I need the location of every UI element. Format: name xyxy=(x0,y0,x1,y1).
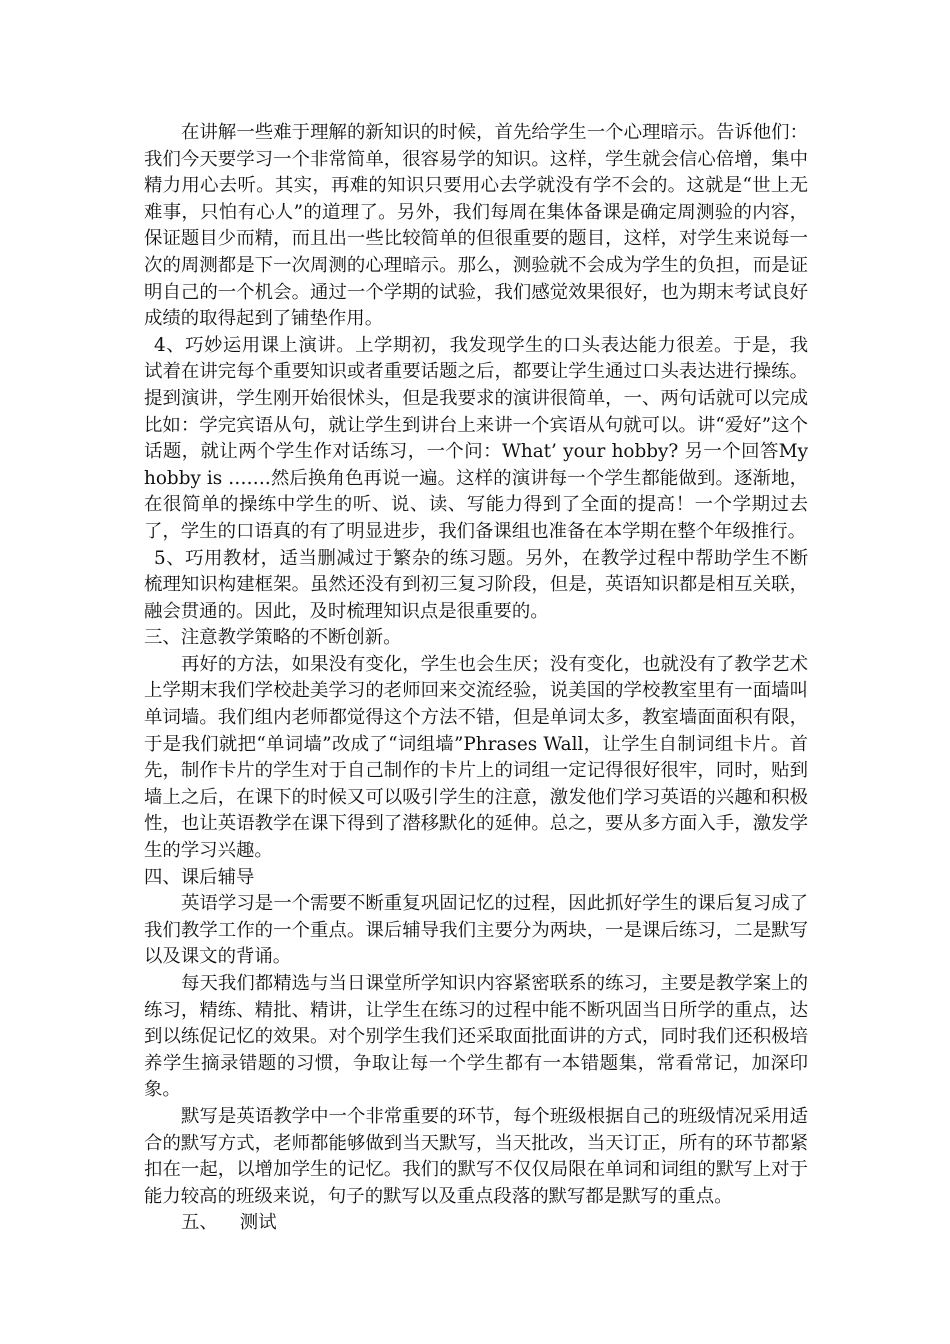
paragraph-item-5-textbook: 5、巧用教材，适当删减过于繁杂的练习题。另外，在教学过程中帮助学生不断梳理知识构建框架。虽然还没有到初三复习阶段，但是，英语知识都是相互关联，融会贯通的。因此，及时梳理知识点是很重要的。 xyxy=(144,547,808,622)
paragraph-phrases-wall: 再好的方法，如果没有变化，学生也会生厌；没有变化，也就没有了教学艺术上学期末我们学校赴美学习的老师回来交流经验，说美国的学校教室里有一面墙叫单词墙。我们组内老师都觉得这个方法不错，但是单词太多，教室墙面面积有限，于是我们就把“单词墙”改成了“词组墙”Phrases Wall，让学生自制词组卡片。首先，制作卡片的学生对于自己制作的卡片上的词组一定记得很好很牢，同时，贴到墙上之后，在课下的时候又可以吸引学生的注意，激发他们学习英语的兴趣和积极性，也让英语教学在课下得到了潜移默化的延伸。总之，要从多方面入手，激发学生的学习兴趣。 xyxy=(144,653,808,862)
section-five-number: 五、 xyxy=(181,1212,218,1234)
section-heading-four: 四、课后辅导 xyxy=(144,866,255,888)
paragraph-psychological-hint: 在讲解一些难于理解的新知识的时候，首先给学生一个心理暗示。告诉他们：我们今天要学习一个非常简单，很容易学的知识。这样，学生就会信心倍增，集中精力用心去听。其实，再难的知识只要用心去学就没有学不会的。这就是“世上无难事，只怕有心人”的道理了。另外，我们每周在集体备课是确定周测验的内容，保证题目少而精，而且出一些比较简单的但很重要的题目，这样，对学生来说每一次的周测都是下一次周测的心理暗示。那么，测验就不会成为学生的负担，而是证明自己的一个机会。通过一个学期的试验，我们感觉效果很好，也为期末考试良好成绩的取得起到了铺垫作用。 xyxy=(144,122,808,330)
paragraph-after-class: 英语学习是一个需要不断重复巩固记忆的过程，因此抓好学生的课后复习成了我们教学工作的一个重点。课后辅导我们主要分为两块，一是课后练习，二是默写以及课文的背诵。 xyxy=(144,893,808,968)
paragraph-dictation: 默写是英语教学中一个非常重要的环节，每个班级根据自己的班级情况采用适合的默写方式，老师都能够做到当天默写，当天批改，当天订正，所有的环节都紧扣在一起，以增加学生的记忆。我们的默写不仅仅局限在单词和词组的默写上对于能力较高的班级来说，句子的默写以及重点段落的默写都是默写的重点。 xyxy=(144,1105,808,1207)
section-heading-five xyxy=(144,1210,808,1237)
section-five-title: 测试 xyxy=(239,1212,277,1234)
paragraph-daily-practice: 每天我们都精选与当日课堂所学知识内容紧密联系的练习，主要是教学案上的练习，精练、精批、精讲，让学生在练习的过程中能不断巩固当日所学的重点，达到以练促记忆的效果。对个别学生我们还采取面批面讲的方式，同时我们还积极培养学生摘录错题的习惯，争取让每一个学生都有一本错题集，常看常记，加深印象。 xyxy=(144,973,808,1101)
paragraph-item-4-speech: 4、巧妙运用课上演讲。上学期初，我发现学生的口头表达能力很差。于是，我试着在讲完每个重要知识或者重要话题之后，都要让学生通过口头表达进行操练。提到演讲，学生刚开始很怵头，但是我要求的演讲很简单，一、两句话就可以完成比如：学完宾语从句，就让学生到讲台上来讲一个宾语从句就可以。讲“爱好”这个话题，就让两个学生作对话练习，一个问：What’ your hobby? 另一个回答My hobby is …….然后换角色再说一遍。这样的演讲每一个学生都能做到。逐渐地，在很简单的操练中学生的听、说、读、写能力得到了全面的提高！一个学期过去了，学生的口语真的有了明显进步，我们备课组也准备在本学期在整个年级推行。 xyxy=(144,334,808,542)
section-heading-three: 三、注意教学策略的不断创新。 xyxy=(144,627,402,649)
document-page xyxy=(144,120,808,1237)
